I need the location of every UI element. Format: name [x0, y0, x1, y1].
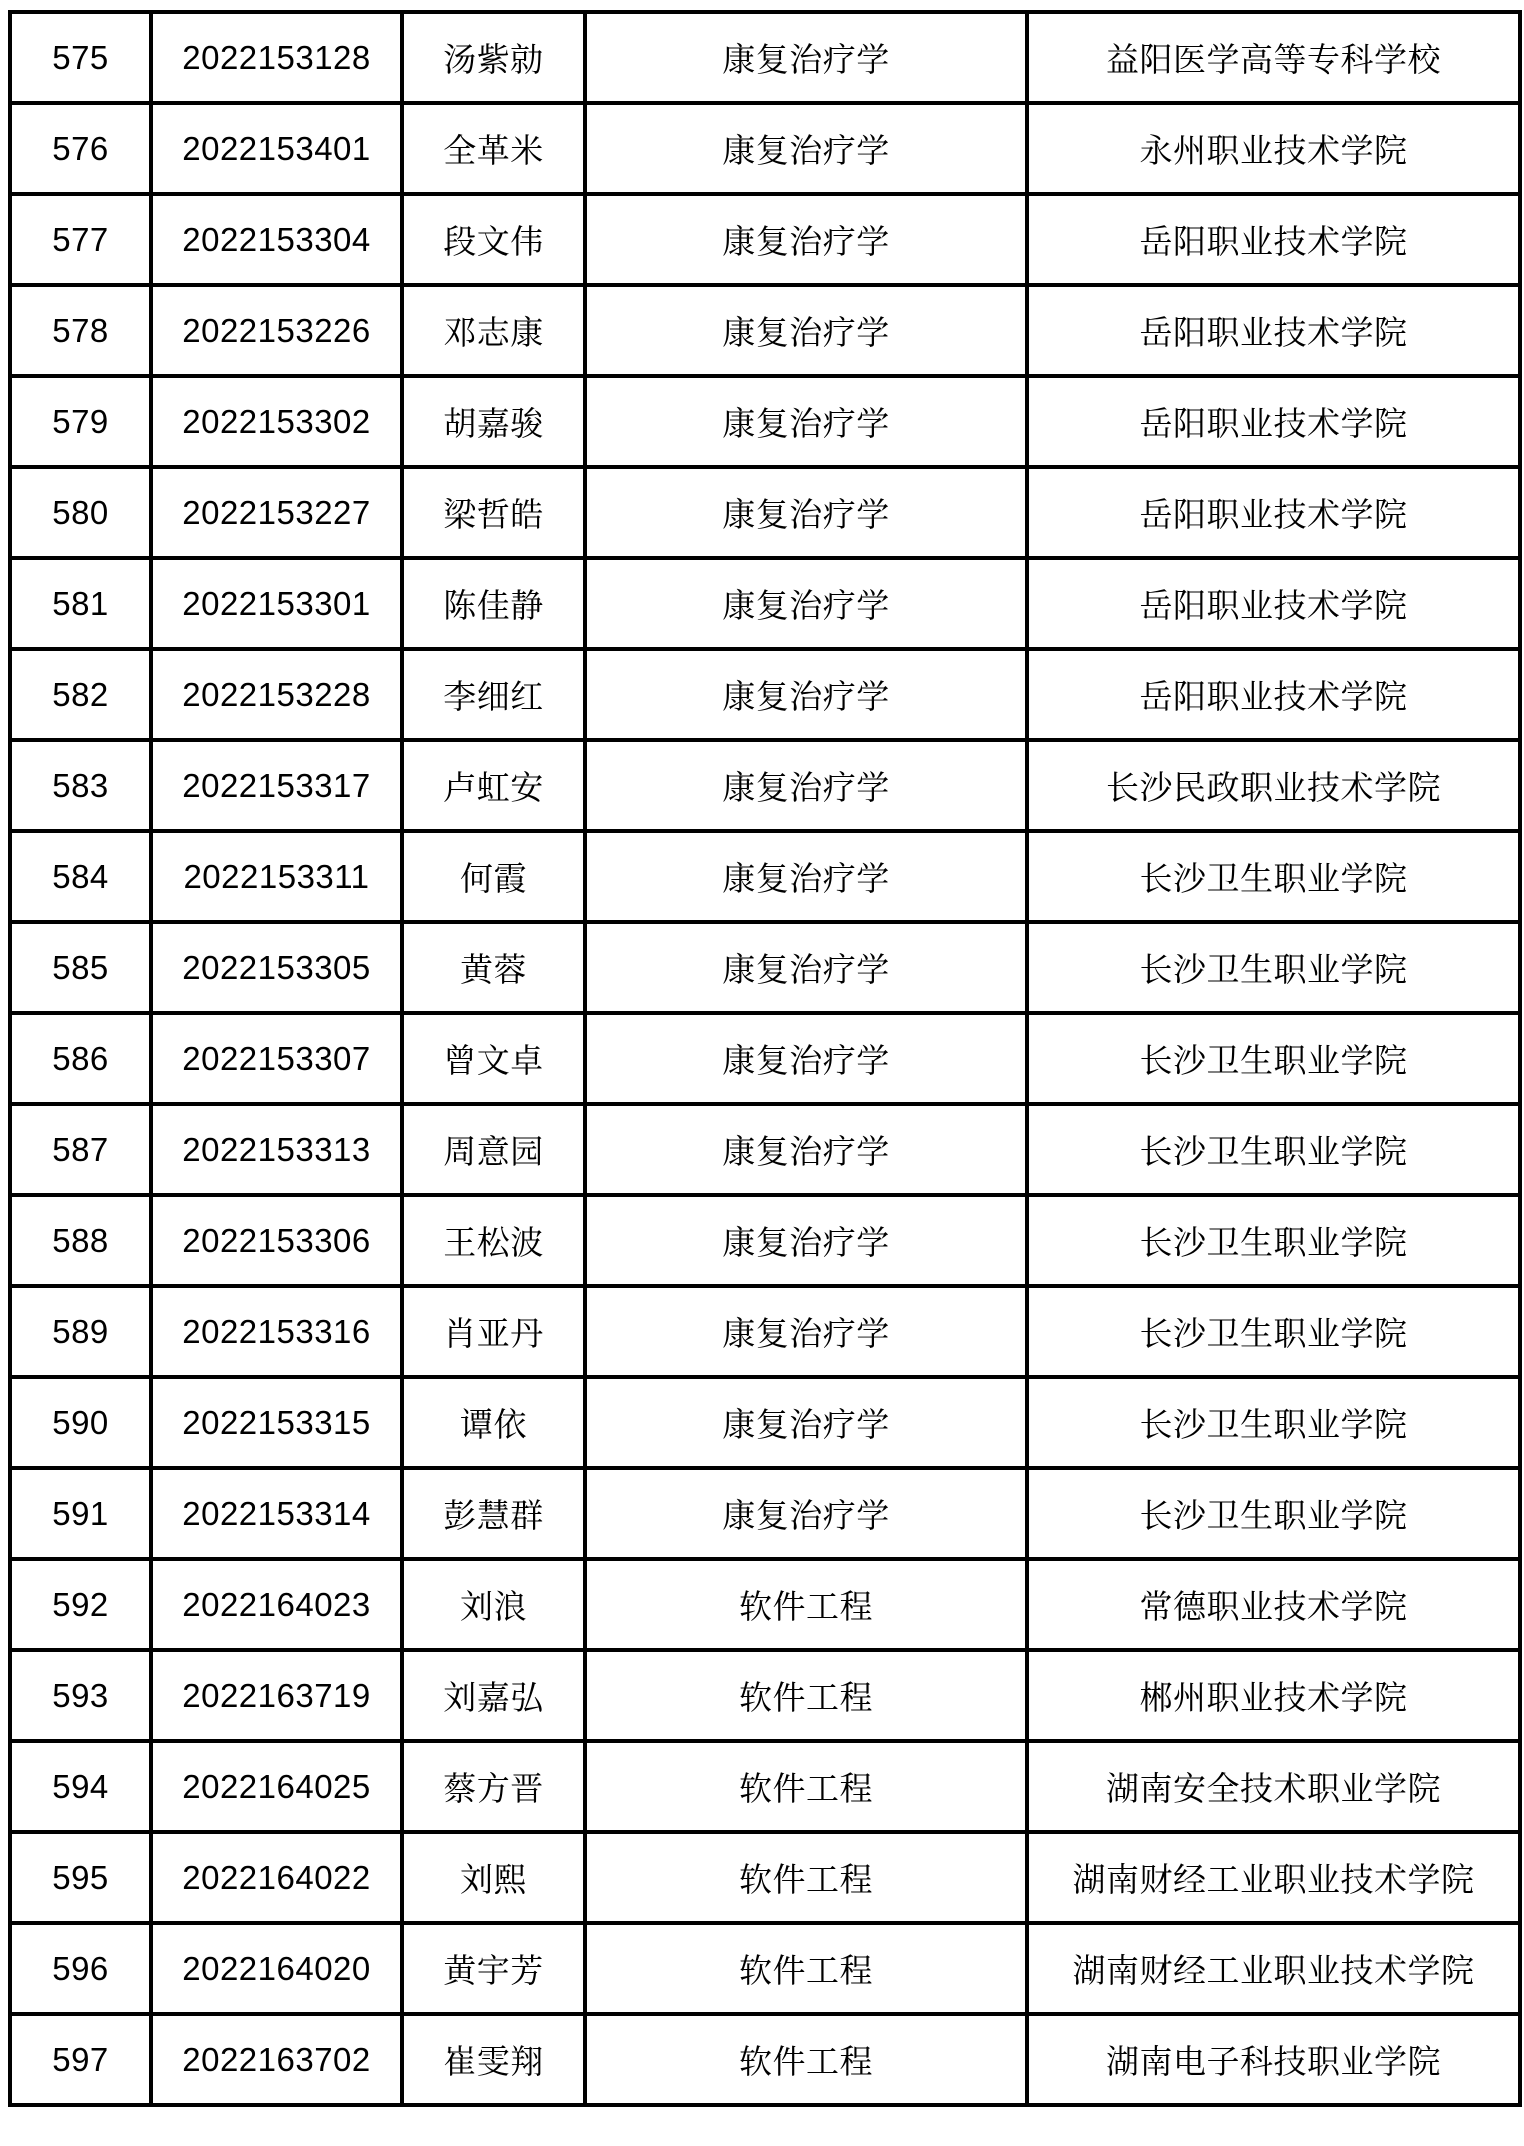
cell-major: 康复治疗学	[585, 1286, 1027, 1377]
cell-major: 康复治疗学	[585, 1104, 1027, 1195]
cell-student-id: 2022153301	[151, 558, 402, 649]
cell-major: 康复治疗学	[585, 376, 1027, 467]
table-row	[10, 1741, 1520, 1832]
cell-name: 谭依	[402, 1377, 585, 1468]
cell-name: 刘熙	[402, 1832, 585, 1923]
cell-school: 湖南财经工业职业技术学院	[1027, 1923, 1520, 2014]
table-row	[10, 285, 1520, 376]
cell-school: 益阳医学高等专科学校	[1027, 12, 1520, 103]
cell-school: 岳阳职业技术学院	[1027, 558, 1520, 649]
cell-school: 长沙卫生职业学院	[1027, 831, 1520, 922]
cell-major: 软件工程	[585, 1832, 1027, 1923]
cell-major: 软件工程	[585, 1650, 1027, 1741]
cell-name: 刘浪	[402, 1559, 585, 1650]
cell-school: 湖南安全技术职业学院	[1027, 1741, 1520, 1832]
cell-name: 胡嘉骏	[402, 376, 585, 467]
cell-name: 肖亚丹	[402, 1286, 585, 1377]
student-table-body	[10, 12, 1520, 2105]
cell-major: 康复治疗学	[585, 194, 1027, 285]
cell-name: 全革米	[402, 103, 585, 194]
cell-major: 康复治疗学	[585, 467, 1027, 558]
cell-major: 软件工程	[585, 1741, 1027, 1832]
cell-name: 何霞	[402, 831, 585, 922]
cell-school: 岳阳职业技术学院	[1027, 194, 1520, 285]
cell-name: 彭慧群	[402, 1468, 585, 1559]
cell-major: 康复治疗学	[585, 1013, 1027, 1104]
cell-major: 康复治疗学	[585, 1377, 1027, 1468]
cell-student-id: 2022153128	[151, 12, 402, 103]
cell-name: 崔雯翔	[402, 2014, 585, 2105]
table-row	[10, 649, 1520, 740]
table-row	[10, 1468, 1520, 1559]
cell-major: 康复治疗学	[585, 740, 1027, 831]
cell-student-id: 2022153226	[151, 285, 402, 376]
table-row	[10, 1559, 1520, 1650]
cell-major: 康复治疗学	[585, 285, 1027, 376]
cell-student-id: 2022153314	[151, 1468, 402, 1559]
cell-seq: 595	[10, 1832, 151, 1923]
student-table	[8, 10, 1522, 2107]
cell-seq: 594	[10, 1741, 151, 1832]
table-row	[10, 831, 1520, 922]
cell-seq: 596	[10, 1923, 151, 2014]
cell-seq: 583	[10, 740, 151, 831]
cell-name: 梁哲皓	[402, 467, 585, 558]
table-row	[10, 558, 1520, 649]
cell-student-id: 2022164020	[151, 1923, 402, 2014]
cell-name: 周意园	[402, 1104, 585, 1195]
cell-student-id: 2022153311	[151, 831, 402, 922]
cell-seq: 577	[10, 194, 151, 285]
cell-seq: 587	[10, 1104, 151, 1195]
table-row	[10, 740, 1520, 831]
cell-name: 蔡方晋	[402, 1741, 585, 1832]
cell-name: 曾文卓	[402, 1013, 585, 1104]
cell-major: 康复治疗学	[585, 1468, 1027, 1559]
cell-school: 郴州职业技术学院	[1027, 1650, 1520, 1741]
cell-student-id: 2022153316	[151, 1286, 402, 1377]
cell-major: 康复治疗学	[585, 103, 1027, 194]
cell-seq: 584	[10, 831, 151, 922]
cell-student-id: 2022153304	[151, 194, 402, 285]
cell-major: 软件工程	[585, 2014, 1027, 2105]
cell-seq: 585	[10, 922, 151, 1013]
cell-seq: 597	[10, 2014, 151, 2105]
cell-name: 汤紫勍	[402, 12, 585, 103]
cell-student-id: 2022153305	[151, 922, 402, 1013]
cell-school: 岳阳职业技术学院	[1027, 649, 1520, 740]
table-row	[10, 1104, 1520, 1195]
cell-name: 刘嘉弘	[402, 1650, 585, 1741]
cell-seq: 581	[10, 558, 151, 649]
table-row	[10, 922, 1520, 1013]
cell-major: 康复治疗学	[585, 1195, 1027, 1286]
table-row	[10, 12, 1520, 103]
cell-seq: 580	[10, 467, 151, 558]
cell-school: 岳阳职业技术学院	[1027, 285, 1520, 376]
cell-school: 长沙卫生职业学院	[1027, 1195, 1520, 1286]
cell-student-id: 2022153401	[151, 103, 402, 194]
cell-school: 长沙卫生职业学院	[1027, 1013, 1520, 1104]
cell-student-id: 2022153227	[151, 467, 402, 558]
cell-student-id: 2022153302	[151, 376, 402, 467]
table-row	[10, 376, 1520, 467]
table-row	[10, 1923, 1520, 2014]
table-row	[10, 467, 1520, 558]
cell-seq: 588	[10, 1195, 151, 1286]
cell-major: 软件工程	[585, 1559, 1027, 1650]
cell-school: 湖南财经工业职业技术学院	[1027, 1832, 1520, 1923]
cell-school: 常德职业技术学院	[1027, 1559, 1520, 1650]
cell-seq: 593	[10, 1650, 151, 1741]
table-row	[10, 1013, 1520, 1104]
cell-student-id: 2022163702	[151, 2014, 402, 2105]
cell-seq: 592	[10, 1559, 151, 1650]
table-row	[10, 1286, 1520, 1377]
cell-student-id: 2022153228	[151, 649, 402, 740]
table-row	[10, 1650, 1520, 1741]
cell-school: 永州职业技术学院	[1027, 103, 1520, 194]
cell-major: 康复治疗学	[585, 12, 1027, 103]
cell-major: 康复治疗学	[585, 649, 1027, 740]
cell-student-id: 2022164022	[151, 1832, 402, 1923]
table-row	[10, 1377, 1520, 1468]
cell-major: 软件工程	[585, 1923, 1027, 2014]
cell-seq: 576	[10, 103, 151, 194]
cell-school: 长沙卫生职业学院	[1027, 1104, 1520, 1195]
cell-name: 黄宇芳	[402, 1923, 585, 2014]
cell-major: 康复治疗学	[585, 831, 1027, 922]
cell-student-id: 2022153317	[151, 740, 402, 831]
cell-student-id: 2022164025	[151, 1741, 402, 1832]
cell-seq: 579	[10, 376, 151, 467]
table-row	[10, 1832, 1520, 1923]
cell-student-id: 2022163719	[151, 1650, 402, 1741]
cell-student-id: 2022153313	[151, 1104, 402, 1195]
cell-name: 邓志康	[402, 285, 585, 376]
cell-student-id: 2022153315	[151, 1377, 402, 1468]
cell-name: 卢虹安	[402, 740, 585, 831]
table-row	[10, 1195, 1520, 1286]
cell-seq: 575	[10, 12, 151, 103]
cell-name: 黄蓉	[402, 922, 585, 1013]
cell-school: 长沙卫生职业学院	[1027, 1468, 1520, 1559]
cell-name: 王松波	[402, 1195, 585, 1286]
cell-seq: 591	[10, 1468, 151, 1559]
cell-seq: 582	[10, 649, 151, 740]
cell-name: 李细红	[402, 649, 585, 740]
cell-major: 康复治疗学	[585, 558, 1027, 649]
cell-name: 段文伟	[402, 194, 585, 285]
cell-school: 岳阳职业技术学院	[1027, 376, 1520, 467]
cell-student-id: 2022153306	[151, 1195, 402, 1286]
table-row	[10, 2014, 1520, 2105]
cell-seq: 590	[10, 1377, 151, 1468]
cell-school: 长沙卫生职业学院	[1027, 1377, 1520, 1468]
cell-student-id: 2022164023	[151, 1559, 402, 1650]
cell-school: 长沙卫生职业学院	[1027, 1286, 1520, 1377]
cell-school: 湖南电子科技职业学院	[1027, 2014, 1520, 2105]
cell-name: 陈佳静	[402, 558, 585, 649]
cell-school: 长沙卫生职业学院	[1027, 922, 1520, 1013]
table-row	[10, 194, 1520, 285]
cell-seq: 586	[10, 1013, 151, 1104]
cell-school: 岳阳职业技术学院	[1027, 467, 1520, 558]
cell-major: 康复治疗学	[585, 922, 1027, 1013]
cell-school: 长沙民政职业技术学院	[1027, 740, 1520, 831]
cell-seq: 578	[10, 285, 151, 376]
cell-student-id: 2022153307	[151, 1013, 402, 1104]
cell-seq: 589	[10, 1286, 151, 1377]
table-row	[10, 103, 1520, 194]
